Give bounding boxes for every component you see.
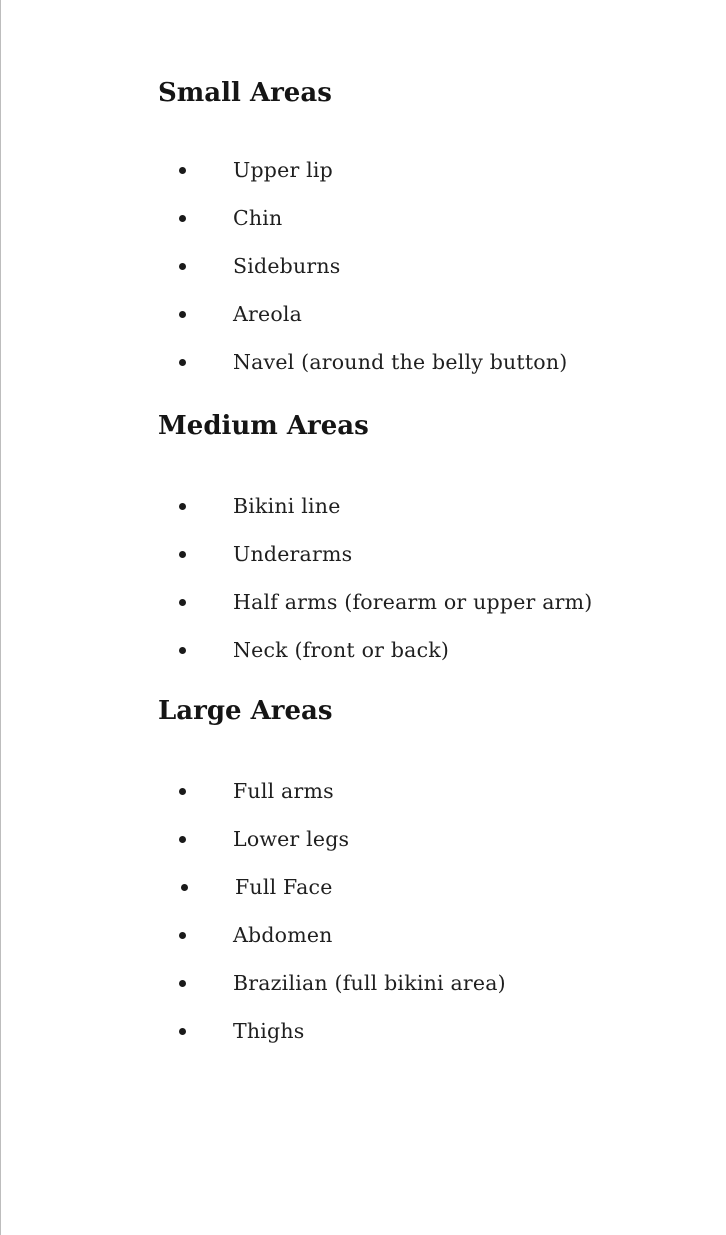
list-item — [158, 203, 698, 233]
bullet-icon — [179, 836, 186, 843]
bullet-icon — [179, 359, 186, 366]
list-item-label: Underarms — [233, 542, 353, 566]
bullet-icon — [179, 551, 186, 558]
bullet-icon — [179, 503, 186, 510]
list-item-label: Bikini line — [233, 494, 341, 518]
list-item-label: Chin — [233, 206, 283, 230]
bullet-icon — [179, 167, 186, 174]
bullet-icon — [179, 647, 186, 654]
list-item-label: Neck (front or back) — [233, 638, 450, 662]
bullet-icon — [179, 980, 186, 987]
list-item — [158, 155, 698, 185]
list-item — [158, 1016, 698, 1046]
list-item — [158, 635, 698, 665]
list-item-label: Brazilian (full bikini area) — [233, 971, 506, 995]
list-item-label: Thighs — [233, 1019, 305, 1043]
bullet-icon — [179, 599, 186, 606]
list-item — [158, 968, 698, 998]
list-item — [158, 539, 698, 569]
list-item — [158, 587, 698, 617]
list-item-label: Areola — [233, 302, 303, 326]
list-item-label: Upper lip — [233, 158, 334, 182]
list-item — [158, 776, 698, 806]
list-item-label: Full arms — [233, 779, 334, 803]
section-heading-medium-areas: Medium Areas — [158, 411, 369, 441]
list-item-label: Full Face — [235, 875, 333, 899]
list-item — [158, 824, 698, 854]
list-item-label: Navel (around the belly button) — [233, 350, 568, 374]
bullet-icon — [179, 788, 186, 795]
bullet-icon — [179, 311, 186, 318]
bullet-icon — [179, 1028, 186, 1035]
list-item — [158, 491, 698, 521]
list-item-label: Abdomen — [233, 923, 333, 947]
bullet-icon — [179, 263, 186, 270]
bullet-icon — [181, 884, 188, 891]
bullet-icon — [179, 215, 186, 222]
list-item-label: Half arms (forearm or upper arm) — [233, 590, 593, 614]
list-item-label: Sideburns — [233, 254, 341, 278]
list-item — [158, 347, 698, 377]
page-edge-divider — [0, 0, 1, 1235]
list-item — [158, 872, 698, 902]
bullet-icon — [179, 932, 186, 939]
list-item-label: Lower legs — [233, 827, 350, 851]
list-item — [158, 299, 698, 329]
list-item — [158, 251, 698, 281]
list-item — [158, 920, 698, 950]
section-heading-small-areas: Small Areas — [158, 78, 332, 108]
section-heading-large-areas: Large Areas — [158, 696, 333, 726]
